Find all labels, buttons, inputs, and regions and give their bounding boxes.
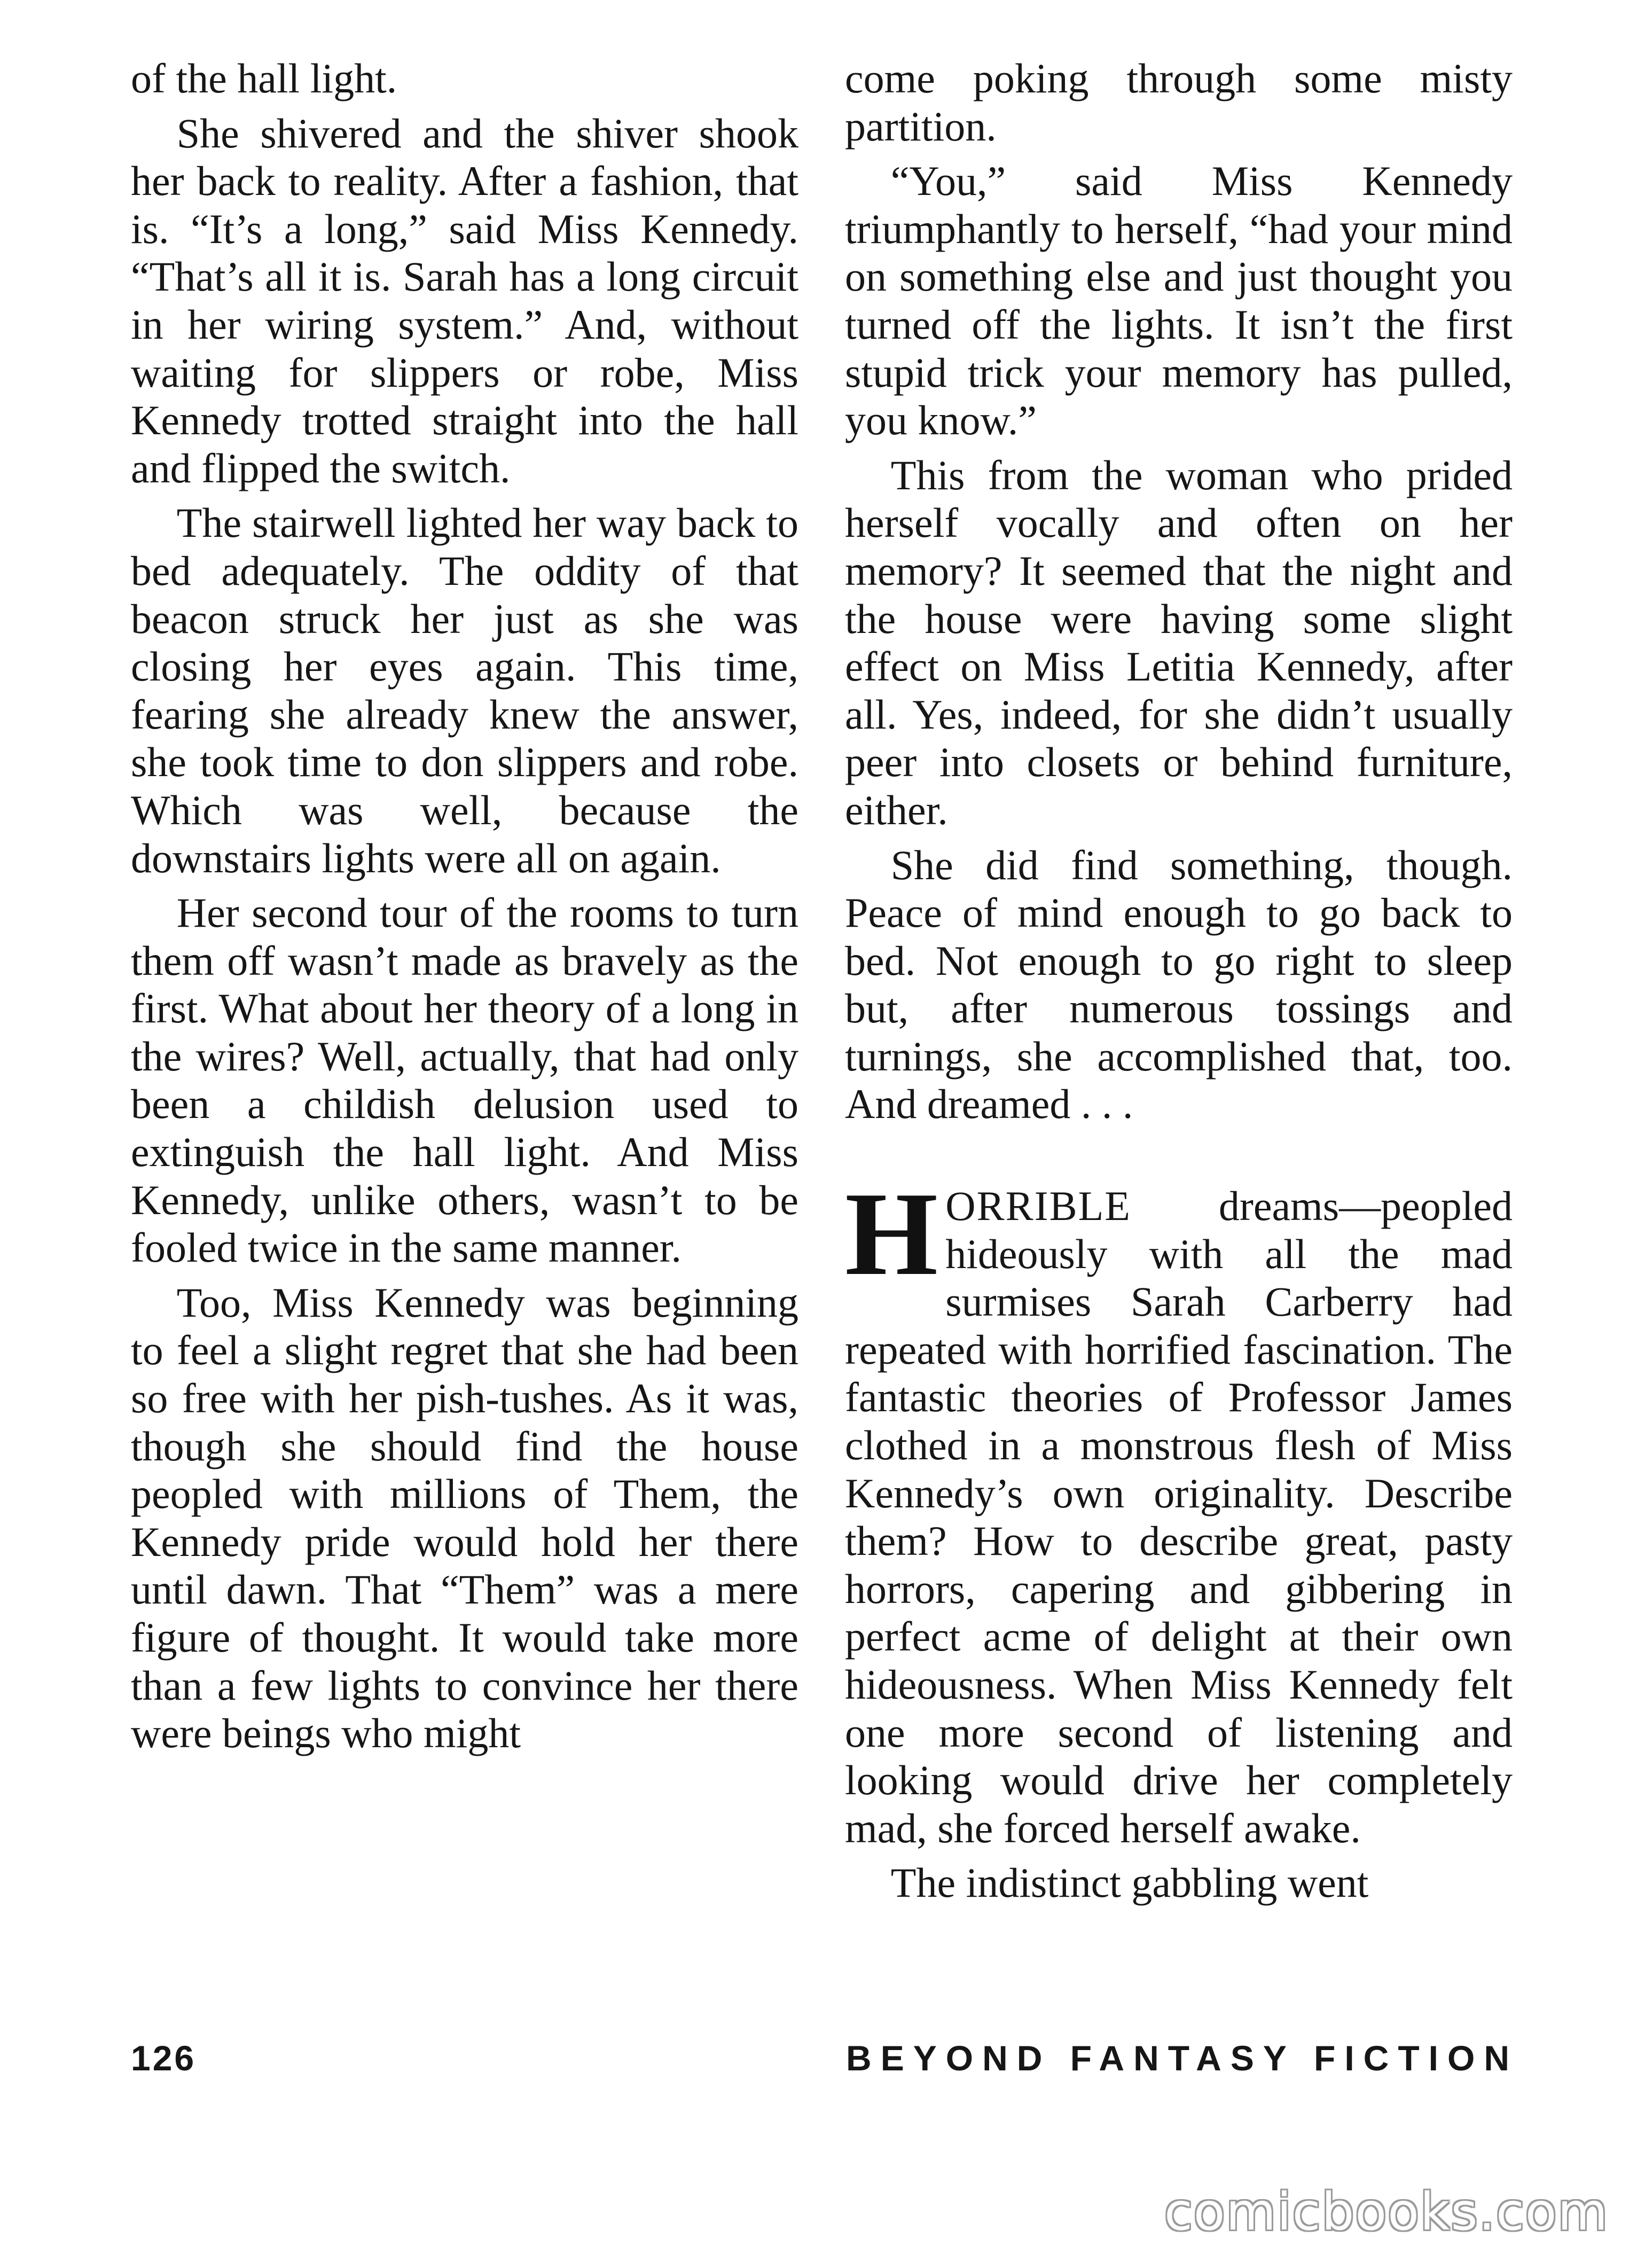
section-break <box>845 1135 1513 1182</box>
paragraph: “You,” said Miss Kennedy triumphantly to herself, “had your mind on something else and just thought you turned off the lights. It isn’t the first stupid trick your memory has pulled, you know.” <box>845 158 1513 444</box>
page-number: 126 <box>131 2038 197 2078</box>
lead-word: ORRIBLE <box>945 1183 1131 1230</box>
paragraph: Her second tour of the rooms to turn them off wasn’t made as bravely as the first. What about her theory of a long in the wires? Well, actually, that had only been a childish delusion used to extinguish the hall light. And Miss Kennedy, unlike others, wasn’t to be fooled twice in the same manner. <box>131 889 798 1271</box>
paragraph-continuation: come poking through some misty partition. <box>845 55 1513 150</box>
left-text-column <box>131 54 798 1764</box>
paragraph-continuation: of the hall light. <box>131 55 397 101</box>
right-text-column <box>845 54 1513 1914</box>
running-title: BEYOND FANTASY FICTION <box>846 2038 1518 2078</box>
paragraph: Too, Miss Kennedy was beginning to feel a slight regret that she had been so free with her pish-tushes. As it was, though she should find the house peopled with millions of Them, the Kennedy pride would hold her there until dawn. That “Them” was a mere figure of thought. It would take more than a few lights to convince her there were beings who might <box>131 1279 798 1757</box>
page-footer <box>131 2038 1518 2086</box>
paragraph: She did find something, though. Peace of mind enough to go back to bed. Not enough to go right to sleep but, after numerous tossings and turnings, she accomplished that, too. And dreamed . . . <box>845 841 1513 1128</box>
paragraph: The stairwell lighted her way back to bed adequately. The oddity of that beacon struck her just as she was closing her eyes again. This time, fearing she already knew the answer, she took time to don slippers and robe. Which was well, because the downstairs lights were all on again. <box>131 499 798 881</box>
paragraph: The indistinct gabbling went <box>890 1859 1369 1906</box>
paragraph-text: dreams—peopled hideously with all the mad surmises Sarah Carberry had repeated with horrified fascination. The fantastic theories of Professor James clothed in a monstrous flesh of Miss Kennedy’s own originality. Describe them? How to describe great, pasty horrors, capering and gibbering in perfect acme of delight at their own hideousness. When Miss Kennedy felt one more second of listening and looking would drive her completely mad, she forced herself awake. <box>845 1183 1513 1851</box>
paragraph: This from the woman who prided herself vocally and often on her memory? It seemed that the night and the house were having some slight effect on Miss Letitia Kennedy, after all. Yes, indeed, for she didn’t usually peer into closets or behind furniture, either. <box>845 451 1513 833</box>
drop-cap: H <box>845 1168 938 1301</box>
site-watermark: comicbooks.com <box>1164 2182 1609 2242</box>
dropcap-paragraph <box>845 1168 1513 1852</box>
paragraph: She shivered and the shiver shook her back to reality. After a fashion, that is. “It’s a long,” said Miss Kennedy. “That’s all it is. Sarah has a long circuit in her wiring system.” And, without waiting for slippers or robe, Miss Kennedy trotted straight into the hall and flipped the switch. <box>131 110 798 491</box>
